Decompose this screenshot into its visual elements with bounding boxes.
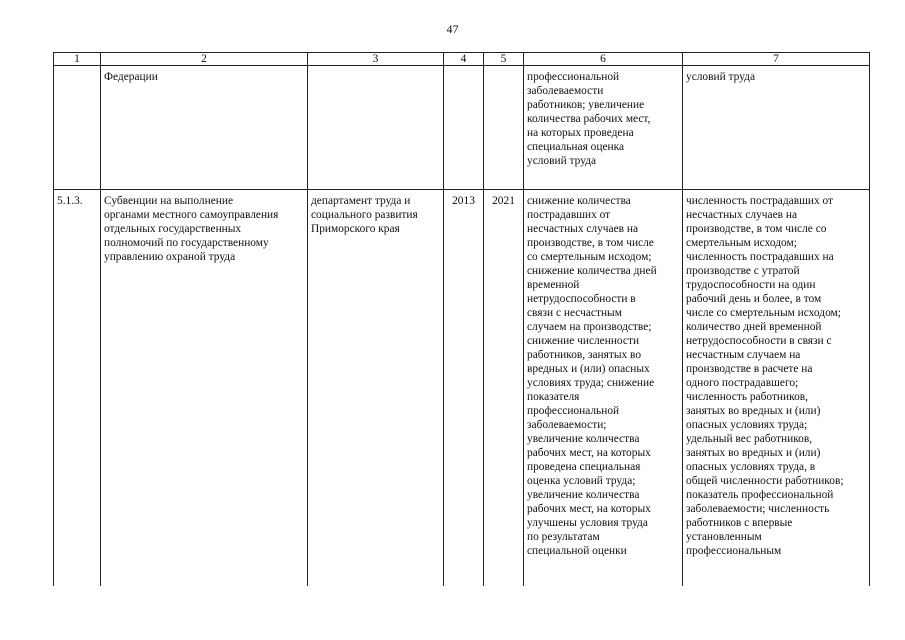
- table-header: [54, 53, 870, 66]
- cell-expected-result: [524, 66, 683, 190]
- expected-result: снижение количества пострадавших от несчастных случаев на производстве, в том числе со смертельным исходом; снижение количества дней временной нетрудоспособности в связи с несчастным случаем на производстве; снижение численности работников, занятых во вредных и (или) опасных условиях труда; снижение показателя профессиональной заболеваемости; увеличение количества рабочих мест, на которых проведена специальная оценка условий труда; увеличение количества рабочих мест, на которых улучшены условия труда по результатам специальной оценки: [527, 195, 657, 557]
- measure-name: Федерации: [104, 71, 158, 83]
- table-row: [54, 66, 870, 190]
- cell-end-year: [484, 66, 524, 190]
- table-body: [54, 66, 870, 587]
- cell-executor: [308, 66, 444, 190]
- cell-end-year: [484, 190, 524, 587]
- start-year: 2013: [452, 195, 475, 207]
- column-header-4: 4: [444, 53, 484, 66]
- end-year: 2021: [492, 195, 515, 207]
- cell-expected-result: [524, 190, 683, 587]
- cell-item-number: [54, 190, 101, 587]
- cell-indicators: [683, 190, 870, 587]
- cell-executor: [308, 190, 444, 587]
- header-row: [54, 53, 870, 66]
- item-number: 5.1.3.: [57, 195, 83, 207]
- cell-measure-name: [101, 66, 308, 190]
- page-number: 47: [446, 22, 459, 36]
- expected-result: профессиональной заболеваемости работников; увеличение количества рабочих мест, на которых проведена специальная оценка условий труда: [527, 71, 651, 167]
- table-row: [54, 190, 870, 587]
- column-header-6: 6: [524, 53, 683, 66]
- cell-indicators: [683, 66, 870, 190]
- column-header-1: 1: [54, 53, 101, 66]
- cell-item-number: [54, 66, 101, 190]
- column-header-5: 5: [484, 53, 524, 66]
- column-header-7: 7: [683, 53, 870, 66]
- indicators: численность пострадавших от несчастных случаев на производстве, в том числе со смертельным исходом; численность пострадавших на производстве с утратой трудоспособности на один рабочий день и более, в том числе со смертельным исходом; количество дней временной нетрудоспособности в связи с несчастным случаем на производстве в расчете на одного пострадавшего; численность работников, занятых во вредных и (или) опасных условиях труда; удельный вес работников, занятых во вредных и (или) опасных условиях труда, в общей численности работников; показатель профессиональной заболеваемости; численность работников с впервые установленным профессиональным: [686, 195, 844, 557]
- cell-start-year: [444, 190, 484, 587]
- column-header-2: 2: [101, 53, 308, 66]
- cell-start-year: [444, 66, 484, 190]
- measure-name: Субвенции на выполнение органами местного самоуправления отдельных государственных полномочий по государственному управлению охраной труда: [104, 195, 279, 263]
- indicators: условий труда: [686, 71, 756, 83]
- column-header-3: 3: [308, 53, 444, 66]
- cell-measure-name: [101, 190, 308, 587]
- document-table: [53, 52, 870, 586]
- executor: департамент труда и социального развития Приморского края: [311, 195, 418, 235]
